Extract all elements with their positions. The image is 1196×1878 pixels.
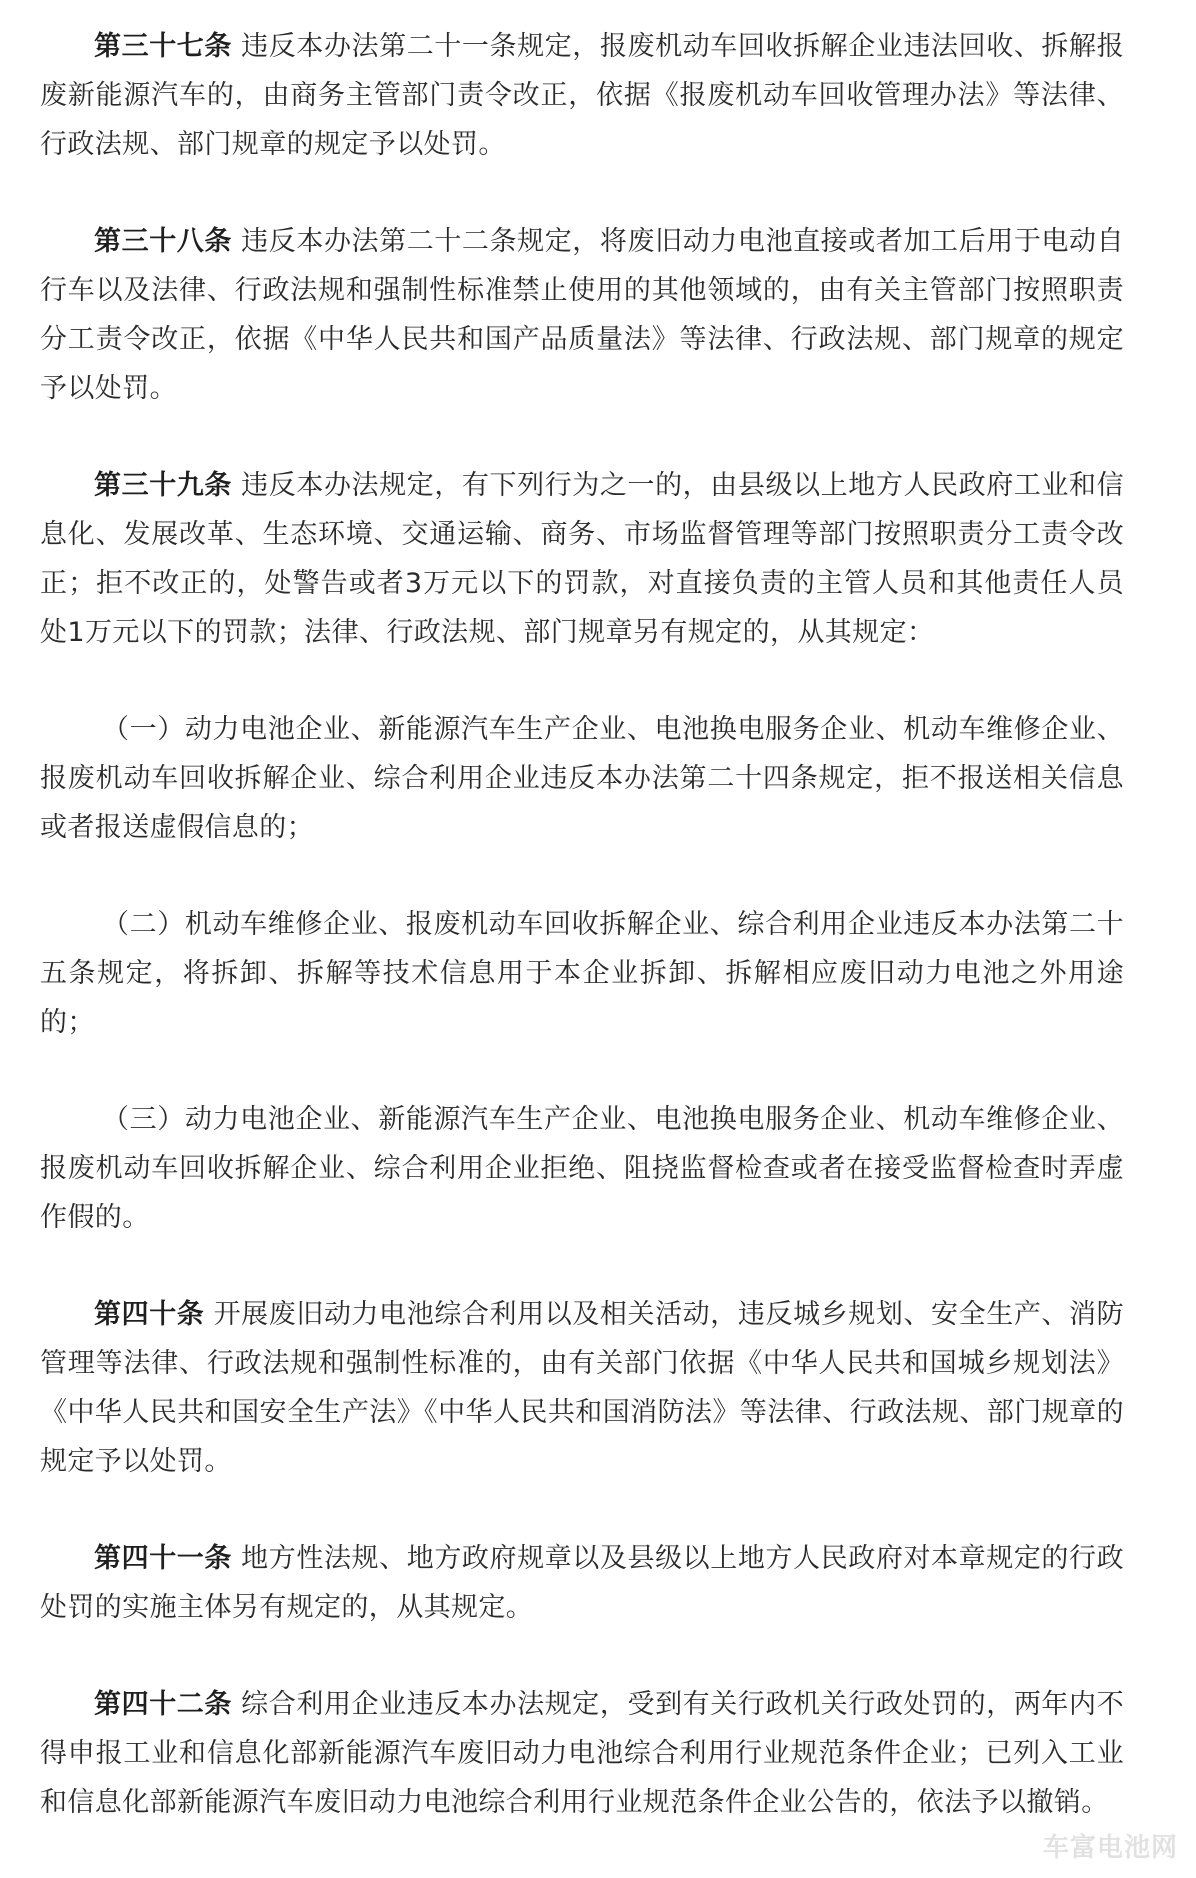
article-number: 第三十八条: [94, 226, 232, 257]
article-number: 第四十一条: [94, 1543, 232, 1574]
item-text: （一）动力电池企业、新能源汽车生产企业、电池换电服务企业、机动车维修企业、报废机动车回收拆解企业、综合利用企业违反本办法第二十四条规定，拒不报送相关信息或者报送虚假信息的；: [40, 714, 1124, 843]
document-body: [40, 22, 1124, 1875]
article-number: 第三十九条: [94, 470, 232, 501]
article-text: 综合利用企业违反本办法规定，受到有关行政机关行政处罚的，两年内不得申报工业和信息化部新能源汽车废旧动力电池综合利用行业规范条件企业；已列入工业和信息化部新能源汽车废旧动力电池综合利用行业规范条件企业公告的，依法予以撤销。: [40, 1689, 1125, 1818]
article-text: 违反本办法第二十一条规定，报废机动车回收拆解企业违法回收、拆解报废新能源汽车的，由商务主管部门责令改正，依据《报废机动车回收管理办法》等法律、行政法规、部门规章的规定予以处罚。: [40, 31, 1125, 160]
article-39: [40, 461, 1124, 657]
article-text: 违反本办法规定，有下列行为之一的，由县级以上地方人民政府工业和信息化、发展改革、生态环境、交通运输、商务、市场监督管理等部门按照职责分工责令改正；拒不改正的，处警告或者3万元以下的罚款，对直接负责的主管人员和其他责任人员处1万元以下的罚款；法律、行政法规、部门规章另有规定的，从其规定：: [40, 470, 1125, 648]
article-text: 地方性法规、地方政府规章以及县级以上地方人民政府对本章规定的行政处罚的实施主体另有规定的，从其规定。: [40, 1543, 1125, 1623]
article-text: 违反本办法第二十二条规定，将废旧动力电池直接或者加工后用于电动自行车以及法律、行政法规和强制性标准禁止使用的其他领域的，由有关主管部门按照职责分工责令改正，依据《中华人民共和国产品质量法》等法律、行政法规、部门规章的规定予以处罚。: [40, 226, 1125, 404]
article-38: [40, 217, 1124, 413]
article-41: [40, 1534, 1124, 1632]
article-39-item-1: [40, 705, 1124, 852]
article-39-item-2: [40, 900, 1124, 1047]
article-39-item-3: [40, 1095, 1124, 1242]
article-37: [40, 22, 1124, 169]
item-text: （三）动力电池企业、新能源汽车生产企业、电池换电服务企业、机动车维修企业、报废机动车回收拆解企业、综合利用企业拒绝、阻挠监督检查或者在接受监督检查时弄虚作假的。: [40, 1104, 1124, 1233]
item-text: （二）机动车维修企业、报废机动车回收拆解企业、综合利用企业违反本办法第二十五条规定，将拆卸、拆解等技术信息用于本企业拆卸、拆解相应废旧动力电池之外用途的；: [40, 909, 1124, 1038]
article-number: 第四十二条: [94, 1689, 232, 1720]
watermark: 车富电池网: [1042, 1833, 1178, 1863]
article-number: 第四十条: [94, 1299, 205, 1330]
article-number: 第三十七条: [94, 31, 232, 62]
article-text: 开展废旧动力电池综合利用以及相关活动，违反城乡规划、安全生产、消防管理等法律、行政法规和强制性标准的，由有关部门依据《中华人民共和国城乡规划法》《中华人民共和国安全生产法》《中华人民共和国消防法》等法律、行政法规、部门规章的规定予以处罚。: [40, 1299, 1125, 1477]
article-40: [40, 1290, 1124, 1486]
article-42: [40, 1680, 1124, 1827]
